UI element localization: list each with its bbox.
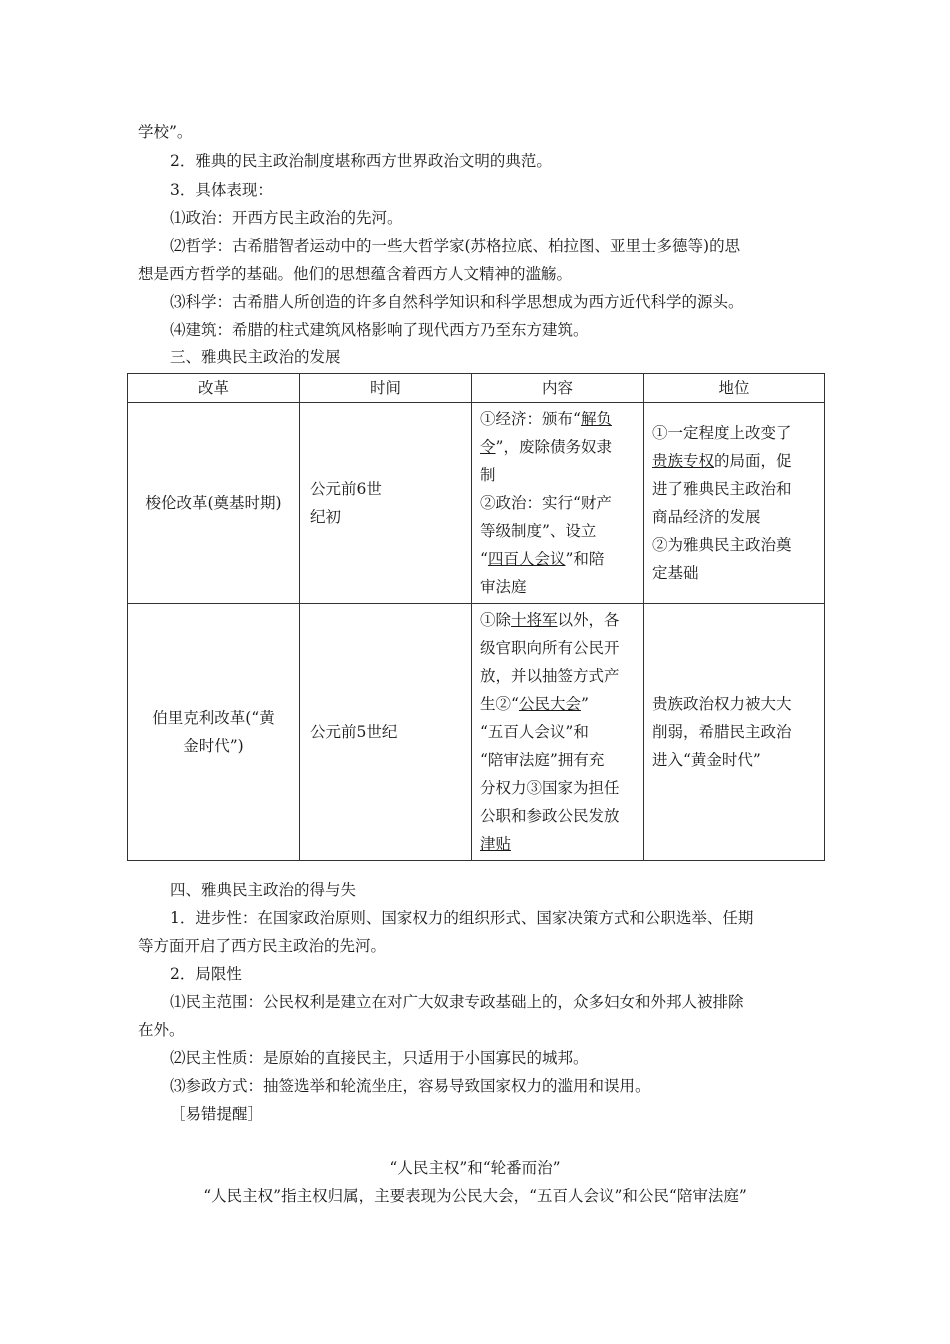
cell-line: 制 [480,466,496,484]
cell-line: 等级制度”、设立 [480,522,597,540]
reform-table [127,373,825,861]
text-line: 学校”。 [138,123,193,141]
table-row [128,403,825,604]
text-line: ⑶科学：古希腊人所创造的许多自然科学知识和科学思想成为西方近代科学的源头。 [170,293,744,311]
underlined-term: 贵族专权 [652,452,715,470]
reform-name-line: 金时代”) [183,737,244,755]
cell-line: 贵族专权的局面，促 [652,452,792,470]
cell-line: ①一定程度上改变了 [652,424,792,442]
cell-line: 定基础 [652,564,699,582]
table-header-row [128,374,825,403]
reform-name: 梭伦改革(奠基时期) [128,403,300,604]
cell-line: 削弱，希腊民主政治 [652,723,792,741]
header-time: 时间 [300,374,472,403]
text-line: 想是西方哲学的基础。他们的思想蕴含着西方人文精神的滥觞。 [138,265,573,283]
reform-time [300,403,472,604]
table-row [128,604,825,861]
text-line: ⑵哲学：古希腊智者运动中的一些大哲学家(苏格拉底、柏拉图、亚里士多德等)的思 [170,237,741,255]
text-line: 2．局限性 [170,965,242,983]
time-line: 公元前6世 [310,480,382,498]
cell-line: 进入“黄金时代” [652,751,761,769]
underlined-term: 解负 [580,410,612,428]
cell-line: ②为雅典民主政治奠 [652,536,792,554]
underlined-term: 津贴 [480,835,512,853]
header-status: 地位 [644,374,825,403]
text-line: 在外。 [138,1021,185,1039]
text-line: 1．进步性：在国家政治原则、国家权力的组织形式、国家决策方式和公职选举、任期 [170,909,754,927]
underlined-term: 令 [480,438,496,456]
cell-line: ①经济：颁布“解负 [480,410,612,428]
tip-title: “人民主权”和“轮番而治” [389,1159,561,1177]
text-line: 2．雅典的民主政治制度堪称西方世界政治文明的典范。 [170,152,552,170]
cell-line: “陪审法庭”拥有充 [480,751,605,769]
reform-name-line: 伯里克利改革(“黄 [152,709,275,727]
cell-line: ①除十将军以外，各 [480,611,620,629]
cell-line [480,830,635,858]
section-heading: 四、雅典民主政治的得与失 [170,881,357,899]
header-content: 内容 [472,374,644,403]
reform-status [644,604,825,861]
reform-content [472,403,644,604]
text-line: ⑵民主性质：是原始的直接民主，只适用于小国寡民的城邦。 [170,1049,589,1067]
time-line: 纪初 [310,508,342,526]
text-line: ⑶参政方式：抽签选举和轮流坐庄，容易导致国家权力的滥用和误用。 [170,1077,651,1095]
cell-line: 审法庭 [480,578,527,596]
cell-line: 生②“公民大会” [480,695,589,713]
cell-line: 放，并以抽签方式产 [480,667,620,685]
reform-name [128,604,300,861]
underlined-term: 公民大会 [518,695,581,713]
cell-line: ②政治：实行“财产 [480,494,612,512]
header-reform: 改革 [128,374,300,403]
tip-text: “人民主权”指主权归属，主要表现为公民大会，“五百人会议”和公民“陪审法庭” [203,1187,747,1205]
text-line: 等方面开启了西方民主政治的先河。 [138,937,387,955]
text-line: 3．具体表现： [170,181,273,199]
text-line: ⑴民主范围：公民权利是建立在对广大奴隶专政基础上的，众多妇女和外邦人被排除 [170,993,744,1011]
reform-status [644,403,825,604]
cell-line: 分权力③国家为担任 [480,779,620,797]
cell-line: 商品经济的发展 [652,508,761,526]
tip-label: ［易错提醒］ [170,1105,264,1123]
text-line: ⑷建筑：希腊的柱式建筑风格影响了现代西方乃至东方建筑。 [170,321,589,339]
reform-content [472,604,644,861]
cell-line: 进了雅典民主政治和 [652,480,792,498]
cell-line: 公职和参政公民发放 [480,807,620,825]
text-line: ⑴政治：开西方民主政治的先河。 [170,209,403,227]
cell-line: 贵族政治权力被大大 [652,695,792,713]
section-heading: 三、雅典民主政治的发展 [170,348,341,366]
underlined-term: 四百人会议 [487,550,566,568]
reform-time: 公元前5世纪 [300,604,472,861]
cell-line: “四百人会议”和陪 [480,550,605,568]
cell-line: 令”，废除债务奴隶 [480,438,612,456]
underlined-term: 十将军 [511,611,558,629]
cell-line: 级官职向所有公民开 [480,639,620,657]
cell-line: “五百人会议”和 [480,723,589,741]
